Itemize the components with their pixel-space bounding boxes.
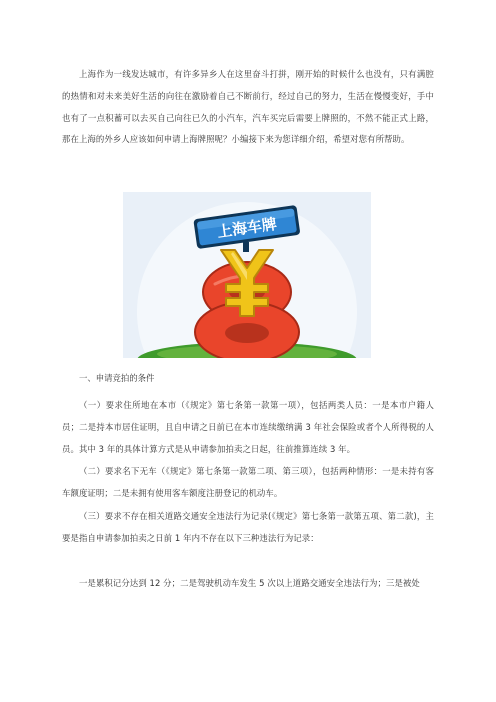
- license-plate-illustration: [123, 192, 371, 358]
- condition-paragraph-3: （三）要求不存在相关道路交通安全违法行为记录(《规定》第七条第一款第五项、第二款)，主要是指自申请参加拍卖之日前 1 年内不存在以下三种违法行为记录：: [62, 511, 434, 543]
- condition-paragraph-4: 一是累积记分达到 12 分；二是驾驶机动车发生 5 次以上道路交通安全违法行为；三是被处: [79, 578, 420, 588]
- sign-text: 上海车牌: [216, 214, 278, 242]
- condition-paragraph-1: （一）要求住所地在本市（《规定》第七条第一款第一项），包括两类人员：一是本市户籍人员；二是持本市居住证明，且自申请之日前已在本市连续缴纳满 3 年社会保险或者个人所得税的人员。其中 3 年的具体计算方式是从申请参加拍卖之日起，往前推算连续 3 年。: [62, 400, 434, 454]
- condition-paragraph-2: （二）要求名下无车（《规定》第七条第一款第二项、第三项），包括两种情形：一是未持有客车额度证明；二是未拥有使用客车额度注册登记的机动车。: [62, 466, 434, 498]
- intro-paragraph: 上海作为一线发达城市，有许多异乡人在这里奋斗打拼，刚开始的时候什么也没有，只有满腔的热情和对未来美好生活的向往在激励着自己不断前行，经过自己的努力，生活在慢慢变好，手中也有了一点积蓄可以去买自己向往已久的小汽车，汽车买完后需要上牌照的，不然不能正式上路，那在上海的外乡人应该如何申请上海牌照呢？小编接下来为您详细介绍，希望对您有所帮助。: [62, 69, 434, 145]
- section-heading: 一、申请竞拍的条件: [79, 373, 155, 383]
